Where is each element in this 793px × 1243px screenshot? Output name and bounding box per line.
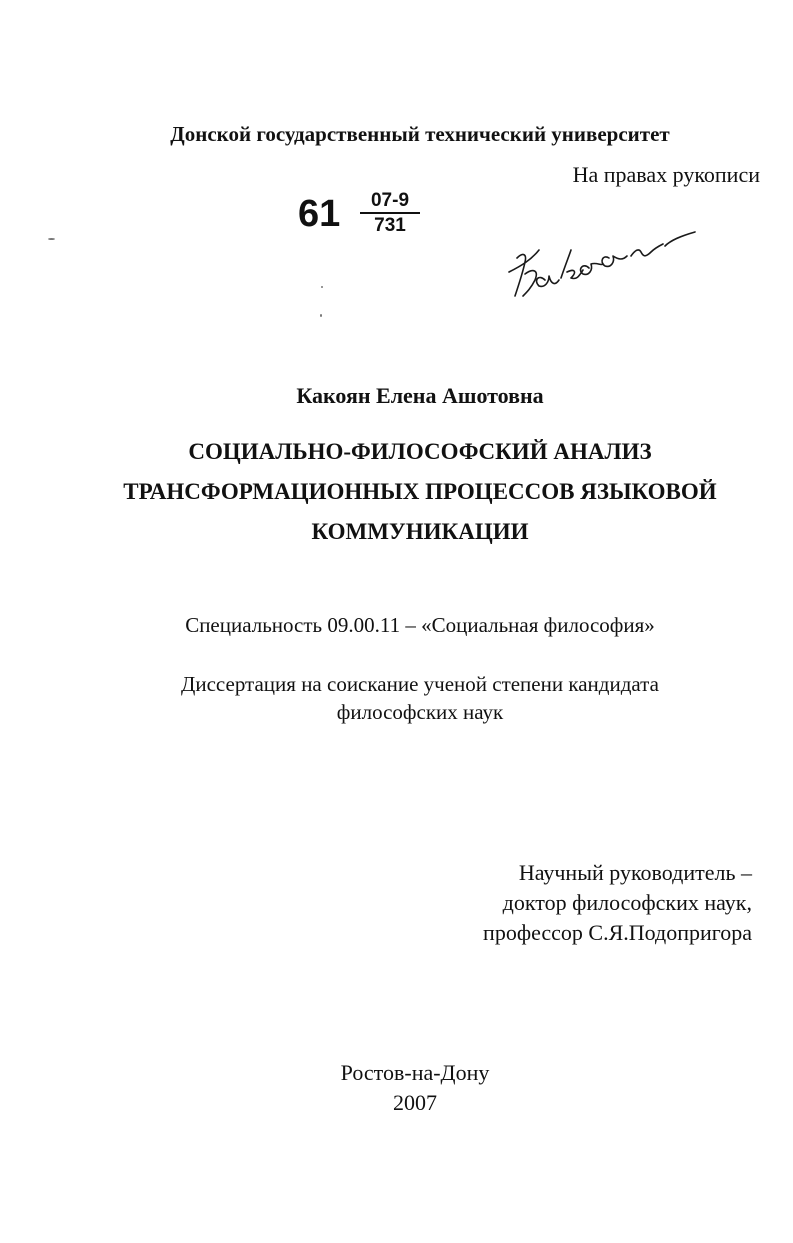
supervisor-line: профессор С.Я.Подопригора [483,920,752,945]
dissertation-title [80,432,760,552]
place-and-year [215,1058,615,1118]
scan-speck [48,238,55,240]
year: 2007 [393,1090,437,1115]
title-line: КОММУНИКАЦИИ [311,519,529,544]
catalog-code-fraction [362,190,418,238]
catalog-code-numerator: 07-9 [370,190,410,211]
catalog-code-main: 61 [298,193,341,235]
specialty: Специальность 09.00.11 – «Социальная философия» [185,613,655,637]
degree-statement [80,670,760,726]
author-name: Какоян Елена Ашотовна [296,383,544,408]
supervisor-block [440,858,752,948]
scan-speck [321,286,323,288]
title-line: СОЦИАЛЬНО-ФИЛОСОФСКИЙ АНАЛИЗ [188,439,652,464]
author-signature [505,210,705,310]
rights-note: На правах рукописи [572,162,760,187]
university-name: Донской государственный технический университет [170,122,670,146]
catalog-code-denominator: 731 [374,215,406,236]
scan-speck [320,314,322,317]
city: Ростов-на-Дону [340,1060,490,1085]
supervisor-line: Научный руководитель – [518,860,752,885]
degree-line: философских наук [336,700,504,724]
title-line: ТРАНСФОРМАЦИОННЫХ ПРОЦЕССОВ ЯЗЫКОВОЙ [123,479,717,504]
supervisor-line: доктор философских наук, [502,890,752,915]
degree-line: Диссертация на соискание ученой степени кандидата [181,672,659,696]
